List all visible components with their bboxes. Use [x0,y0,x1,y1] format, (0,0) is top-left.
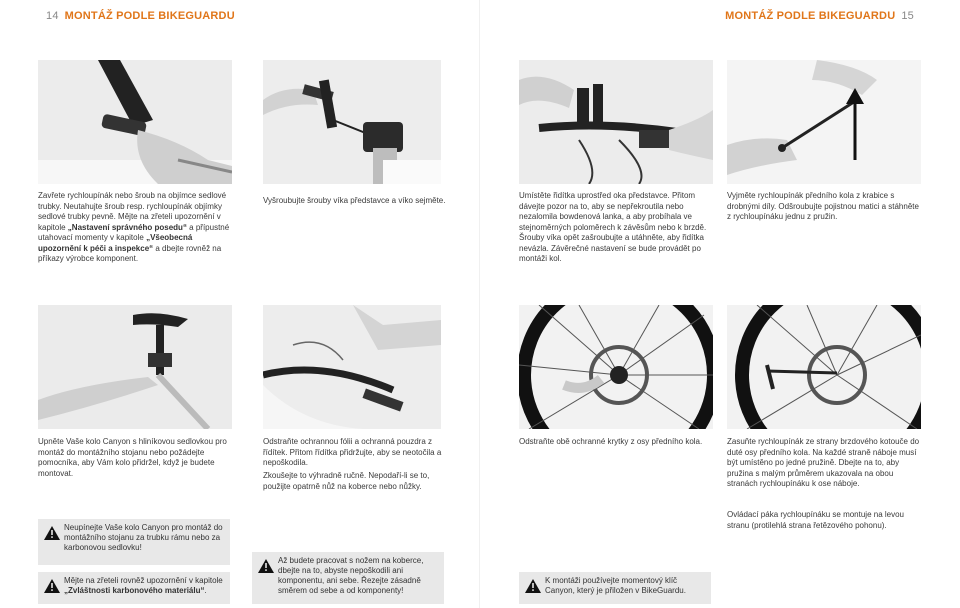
caption-insert-quick-release-2: Ovládací páka rychloupínáku se montuje na levou stranu (protilehlá strana řetězového pohonu). [727,510,904,530]
photo-handlebar-center [519,60,713,184]
caption-seatpost-clamp: Zavřete rychloupínák nebo šroub na objímce sedlové trubky. Neutahujte šroub resp. rychloupínák objímky sedlové trubky pevně. Mějte na zřeteli upozornění v kapitole „Nastavení správného posedu“ a přípustné utahovací momenty v kapitole „Všeobecná upozornění k péči a inspekce“ a dbejte rovněž na příkazy výrobce komponent. [38,191,230,263]
warning-box-carbon: Mějte na zřeteli rovněž upozornění v kapitole „Zvláštnosti karbonového materiálu“. [38,572,230,604]
warning-text-knife: Až budete pracovat s nožem na koberce, dbejte na to, abyste nepoškodili ani komponentu, ani sebe. Řezejte zásadně směrem od sebe a od komponenty! [278,556,424,595]
warning-box-knife [252,552,444,604]
caption-quick-release: Vyjměte rychloupínák předního kola z krabice s drobnými díly. Odšroubujte pojistnou matici a stáhněte z rychloupínáku jednu z pružin. [727,191,919,221]
warning-icon [44,579,60,593]
photo-quick-release [727,60,921,184]
warning-text-torque: K montáži používejte momentový klíč Canyon, který je přiložen v BikeGuardu. [545,576,686,595]
warning-icon [525,579,541,593]
left-page-header [40,10,235,22]
warning-box-torque [519,572,711,604]
right-page-number: 15 [901,10,914,22]
caption-bike-in-stand: Upněte Vaše kolo Canyon s hliníkovou sedlovkou pro montáž do montážního stojanu nebo požádejte pomocníka, aby Vám kolo přidržel, když je budete montovat. [38,437,227,478]
caption-protective-foil-2: Zkoušejte to výhradně ručně. Nepodaří-li se to, použijte opatrně nůž na koberce nebo nůžky. [263,471,430,491]
left-page-number: 14 [46,10,59,22]
photo-bike-in-stand [38,305,232,429]
caption-handlebar-center: Umístěte řidítka uprostřed oka představce. Přitom dávejte pozor na to, aby se nepřekroutila nebo nezalomila bowdenová lanka, a aby probíhala ve stejnoměrných poloměrech k závěsům nebo k brzdě. Šrouby víka opět zašroubujte a utáhněte, aby řidítka nevázla. Závěrečné nastavení se bude provádět po montáži kol. [519,191,707,263]
photo-front-wheel-caps [519,305,713,429]
caption-insert-quick-release-1: Zasuňte rychloupínák ze strany brzdového kotouče do duté osy předního kola. Na každé straně náboje musí být umístěno po jedné pružině. Dbejte na to, aby pružina s malým průměrem ukazovala na obou stranách rychloupínáku k ose náboje. [727,437,920,488]
caption-stem-cap: Vyšroubujte šrouby víka představce a víko sejměte. [263,196,446,205]
caption-protective-foil-1: Odstraňte ochrannou fólii a ochranná pouzdra z řídítek. Přitom řídítka přidržujte, aby se neotočila a nepoškodila. [263,437,442,467]
photo-seatpost-clamp [38,60,232,184]
warning-text-clamp: Neupínejte Vaše kolo Canyon pro montáž do montážního stojanu za trubku rámu nebo za karbonovou sedlovku! [64,523,223,552]
right-page-title: MONTÁŽ PODLE BIKEGUARDU [725,10,896,22]
warning-icon [258,559,274,573]
caption-front-wheel-caps: Odstraňte obě ochranné krytky z osy předního kola. [519,437,703,446]
page-spine [479,0,480,608]
warning-icon [44,526,60,540]
warning-box-clamp [38,519,230,565]
left-page-title: MONTÁŽ PODLE BIKEGUARDU [64,10,235,22]
photo-insert-quick-release [727,305,921,429]
photo-protective-foil [263,305,441,429]
photo-stem-cap [263,60,441,184]
right-page-header [725,10,920,22]
